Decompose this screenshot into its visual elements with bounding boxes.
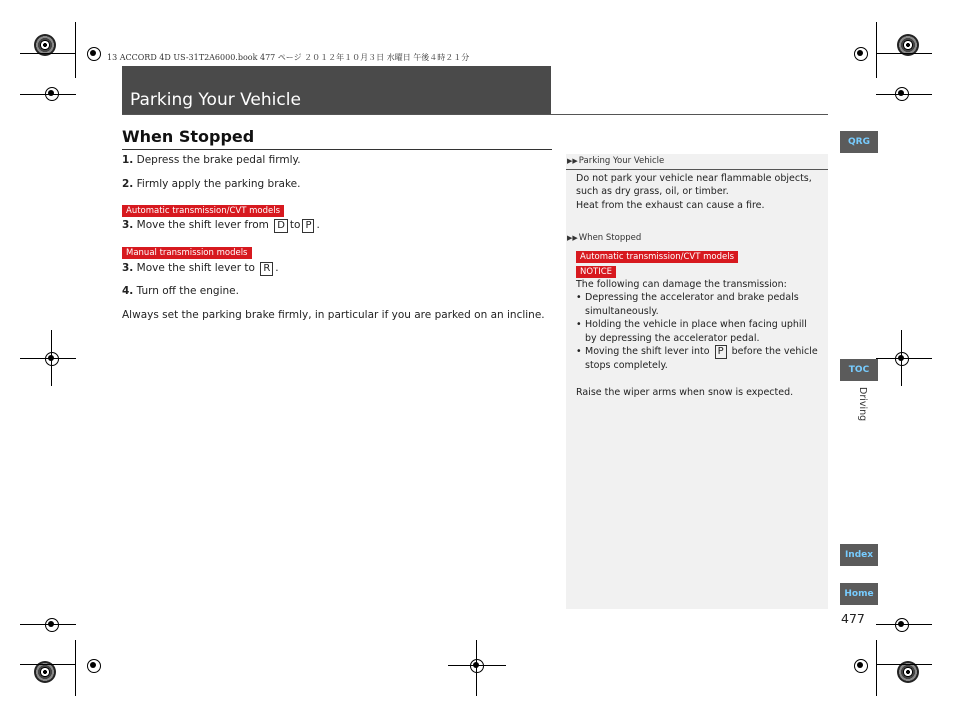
step-number: 1. bbox=[122, 154, 134, 166]
shift-key-r: R bbox=[260, 262, 273, 276]
step-3-automatic bbox=[122, 219, 320, 233]
damage-bullet-2: • Holding the vehicle in place when facing uphill by depressing the accelerator pedal. bbox=[576, 318, 821, 345]
crop-line bbox=[876, 22, 877, 78]
parking-brake-note: Always set the parking brake firmly, in particular if you are parked on an incline. bbox=[122, 309, 545, 321]
crosshair-mark bbox=[892, 615, 912, 635]
damage-bullet-3 bbox=[576, 345, 821, 373]
wiper-note: Raise the wiper arms when snow is expected. bbox=[576, 387, 794, 398]
crosshair-mark bbox=[84, 656, 104, 676]
step-number: 3. bbox=[122, 262, 134, 274]
model-tag-manual: Manual transmission models bbox=[122, 247, 252, 259]
reference-arrow-icon: ▶▶ bbox=[567, 157, 578, 165]
bullet-text: before the vehicle stops completely. bbox=[585, 346, 818, 371]
crop-line bbox=[448, 665, 506, 666]
section-heading: When Stopped bbox=[122, 127, 255, 146]
model-tag-automatic: Automatic transmission/CVT models bbox=[122, 205, 284, 217]
crop-line bbox=[75, 640, 76, 696]
step-text: to bbox=[289, 219, 301, 231]
crop-line bbox=[20, 94, 76, 95]
title-bar bbox=[122, 66, 551, 114]
crop-line bbox=[476, 640, 477, 696]
index-button[interactable]: Index bbox=[840, 544, 878, 566]
crop-line bbox=[876, 94, 932, 95]
fire-warning-line2: such as dry grass, oil, or timber. bbox=[576, 186, 729, 197]
reference-rule bbox=[566, 169, 828, 170]
side-panel bbox=[566, 154, 828, 609]
crop-line bbox=[20, 664, 76, 665]
crosshair-mark bbox=[851, 656, 871, 676]
crop-line bbox=[876, 53, 932, 54]
crop-line bbox=[20, 358, 76, 359]
step-text: . bbox=[275, 262, 279, 274]
crop-line bbox=[20, 53, 76, 54]
step-text: Depress the brake pedal firmly. bbox=[133, 154, 301, 166]
shift-key-d: D bbox=[274, 219, 288, 233]
crop-line bbox=[876, 664, 932, 665]
crosshair-mark bbox=[42, 349, 62, 369]
reference-label: When Stopped bbox=[578, 233, 642, 243]
shift-key-p: P bbox=[302, 219, 314, 233]
step-number: 4. bbox=[122, 285, 134, 297]
step-text: Move the shift lever to bbox=[133, 262, 255, 274]
crop-line bbox=[901, 330, 902, 386]
crop-line bbox=[75, 22, 76, 78]
step-text: Firmly apply the parking brake. bbox=[133, 178, 301, 190]
crop-line bbox=[876, 640, 877, 696]
shift-key-p: P bbox=[715, 345, 727, 359]
step-number: 2. bbox=[122, 178, 134, 190]
crop-line bbox=[876, 358, 932, 359]
reference-label: Parking Your Vehicle bbox=[578, 156, 665, 166]
step-2 bbox=[122, 178, 300, 190]
step-1 bbox=[122, 154, 301, 166]
step-number: 3. bbox=[122, 219, 134, 231]
damage-intro: The following can damage the transmission: bbox=[576, 279, 787, 290]
chapter-label: Driving bbox=[857, 387, 868, 422]
damage-bullet-1: • Depressing the accelerator and brake pedals simultaneously. bbox=[576, 291, 821, 318]
fire-warning-line3: Heat from the exhaust can cause a fire. bbox=[576, 200, 765, 211]
crosshair-mark bbox=[84, 44, 104, 64]
print-header: 13 ACCORD 4D US-31T2A6000.book 477 ページ ２０１２年１０月３日 水曜日 午後４時２１分 bbox=[107, 53, 470, 62]
fire-warning-line1: Do not park your vehicle near flammable objects, bbox=[576, 173, 812, 184]
qrg-button[interactable]: QRG bbox=[840, 131, 878, 153]
crosshair-mark bbox=[42, 615, 62, 635]
title-rule bbox=[122, 114, 828, 115]
crop-line bbox=[20, 624, 76, 625]
step-3-manual bbox=[122, 262, 279, 276]
step-4 bbox=[122, 285, 239, 297]
model-tag-automatic: Automatic transmission/CVT models bbox=[576, 251, 738, 263]
page-number: 477 bbox=[841, 611, 865, 626]
bullet-text: Moving the shift lever into bbox=[585, 346, 710, 357]
reference-arrow-icon: ▶▶ bbox=[567, 234, 578, 242]
page-title: Parking Your Vehicle bbox=[130, 90, 301, 110]
step-text: Move the shift lever from bbox=[133, 219, 269, 231]
crosshair-mark bbox=[467, 656, 487, 676]
section-rule bbox=[122, 149, 552, 150]
reference-when-stopped[interactable] bbox=[567, 233, 641, 243]
step-text: . bbox=[316, 219, 320, 231]
home-button[interactable]: Home bbox=[840, 583, 878, 605]
crosshair-mark bbox=[851, 44, 871, 64]
crop-line bbox=[51, 330, 52, 386]
step-text: Turn off the engine. bbox=[133, 285, 239, 297]
crop-line bbox=[876, 624, 932, 625]
toc-button[interactable]: TOC bbox=[840, 359, 878, 381]
crosshair-mark bbox=[892, 349, 912, 369]
reference-parking[interactable] bbox=[567, 156, 664, 166]
notice-badge: NOTICE bbox=[576, 266, 616, 278]
